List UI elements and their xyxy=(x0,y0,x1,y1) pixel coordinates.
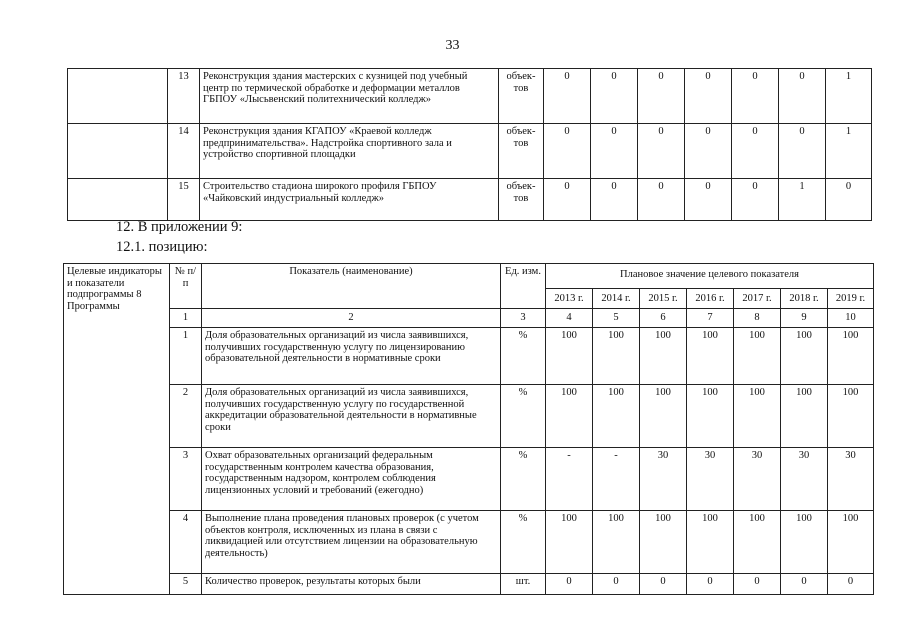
row-value: 100 xyxy=(828,385,874,448)
row-value: 0 xyxy=(544,179,591,221)
row-value: 100 xyxy=(781,385,828,448)
row-value: 0 xyxy=(638,124,685,179)
row-value: 0 xyxy=(779,69,826,124)
table-row xyxy=(68,179,872,221)
row-value: 0 xyxy=(687,574,734,595)
year-header: 2019 г. xyxy=(828,289,874,309)
objects-table xyxy=(67,68,872,221)
row-value: 0 xyxy=(544,69,591,124)
row-number: 5 xyxy=(170,574,202,595)
row-number: 14 xyxy=(168,124,200,179)
column-number: 10 xyxy=(828,309,874,328)
table-row xyxy=(68,69,872,124)
blank-cell xyxy=(68,179,168,221)
row-value: 0 xyxy=(826,179,872,221)
column-number: 1 xyxy=(170,309,202,328)
row-value: 30 xyxy=(734,448,781,511)
table-row xyxy=(64,574,874,595)
row-value: 0 xyxy=(781,574,828,595)
row-number: 1 xyxy=(170,328,202,385)
row-name: Выполнение плана проведения плановых проверок (с учетом объектов контроля, исключенных из плана в связи с ликвидацией или отсутствием лицензии на образовательную деятельность) xyxy=(202,511,501,574)
section-heading: 12. В приложении 9: xyxy=(116,219,243,235)
row-unit: % xyxy=(501,511,546,574)
row-value: 100 xyxy=(734,328,781,385)
year-header: 2017 г. xyxy=(734,289,781,309)
subsection-heading: 12.1. позицию: xyxy=(116,239,208,255)
table-row xyxy=(68,124,872,179)
indicators-table xyxy=(63,263,874,595)
row-value: 100 xyxy=(781,328,828,385)
header-unit: Ед. изм. xyxy=(501,264,546,309)
row-value: 0 xyxy=(638,179,685,221)
row-value: 0 xyxy=(546,574,593,595)
row-name: Строительство стадиона широкого профиля ГБПОУ «Чайковский индустриальный колледж» xyxy=(200,179,499,221)
row-unit: объек-тов xyxy=(499,69,544,124)
row-name: Реконструкция здания мастерских с кузницей под учебный центр по термической обработке и деформации металлов ГБПОУ «Лысьвенский политехнический колледж» xyxy=(200,69,499,124)
row-value: 100 xyxy=(546,328,593,385)
row-value: 100 xyxy=(546,385,593,448)
row-number: 3 xyxy=(170,448,202,511)
header-name: Показатель (наименование) xyxy=(202,264,501,309)
row-value: 0 xyxy=(638,69,685,124)
row-name: Доля образовательных организаций из числа заявившихся, получивших государственную услугу по лицензированию образовательной деятельности в нормативные сроки xyxy=(202,328,501,385)
table-row xyxy=(64,385,874,448)
row-unit: % xyxy=(501,328,546,385)
row-unit: объек-тов xyxy=(499,124,544,179)
row-value: 30 xyxy=(781,448,828,511)
year-header: 2014 г. xyxy=(593,289,640,309)
row-name: Доля образовательных организаций из числа заявившихся, получивших государственную услугу по государственной аккредитации образовательной деятельности в нормативные сроки xyxy=(202,385,501,448)
row-value: 30 xyxy=(640,448,687,511)
row-value: 0 xyxy=(734,574,781,595)
blank-cell xyxy=(68,69,168,124)
row-value: 100 xyxy=(687,328,734,385)
row-value: 30 xyxy=(687,448,734,511)
row-value: 0 xyxy=(732,69,779,124)
row-value: 100 xyxy=(734,385,781,448)
row-value: 0 xyxy=(544,124,591,179)
row-value: 100 xyxy=(593,511,640,574)
row-name: Количество проверок, результаты которых были xyxy=(202,574,501,595)
row-name: Охват образовательных организаций федеральным государственным контролем качества образования, государственным надзором, контролем соблюдения лицензионных условий и требований (ежегодно) xyxy=(202,448,501,511)
row-value: 0 xyxy=(591,124,638,179)
row-value: 0 xyxy=(828,574,874,595)
row-number: 4 xyxy=(170,511,202,574)
row-unit: % xyxy=(501,385,546,448)
row-name: Реконструкция здания КГАПОУ «Краевой колледж предпринимательства». Надстройка спортивного зала и устройство спортивной площадки xyxy=(200,124,499,179)
row-value: 0 xyxy=(685,69,732,124)
column-number: 8 xyxy=(734,309,781,328)
row-value: 100 xyxy=(546,511,593,574)
column-number: 2 xyxy=(202,309,501,328)
row-number: 15 xyxy=(168,179,200,221)
row-value: 1 xyxy=(826,69,872,124)
row-value: 1 xyxy=(826,124,872,179)
year-header: 2016 г. xyxy=(687,289,734,309)
row-value: 100 xyxy=(781,511,828,574)
row-value: 100 xyxy=(593,328,640,385)
row-value: 100 xyxy=(593,385,640,448)
row-value: - xyxy=(546,448,593,511)
row-value: 100 xyxy=(734,511,781,574)
row-value: 100 xyxy=(640,328,687,385)
table-row xyxy=(64,448,874,511)
row-value: 1 xyxy=(779,179,826,221)
table-row xyxy=(64,511,874,574)
header-num: № п/п xyxy=(170,264,202,309)
row-value: 0 xyxy=(591,69,638,124)
indicators-label-cell: Целевые индикаторы и показатели подпрограммы 8 Программы xyxy=(64,264,170,595)
row-value: 100 xyxy=(828,511,874,574)
row-value: 0 xyxy=(732,179,779,221)
row-value: 0 xyxy=(591,179,638,221)
column-number: 6 xyxy=(640,309,687,328)
column-number: 7 xyxy=(687,309,734,328)
row-value: 100 xyxy=(828,328,874,385)
row-value: 0 xyxy=(640,574,687,595)
year-header: 2013 г. xyxy=(546,289,593,309)
column-number: 3 xyxy=(501,309,546,328)
blank-cell xyxy=(68,124,168,179)
table-row xyxy=(64,328,874,385)
column-number: 4 xyxy=(546,309,593,328)
row-value: 100 xyxy=(640,511,687,574)
year-header: 2018 г. xyxy=(781,289,828,309)
row-value: 0 xyxy=(732,124,779,179)
row-number: 13 xyxy=(168,69,200,124)
row-value: 100 xyxy=(687,511,734,574)
row-value: - xyxy=(593,448,640,511)
row-value: 100 xyxy=(687,385,734,448)
row-unit: шт. xyxy=(501,574,546,595)
page-number: 33 xyxy=(445,38,460,53)
header-plan: Плановое значение целевого показателя xyxy=(546,264,874,289)
row-unit: % xyxy=(501,448,546,511)
row-value: 30 xyxy=(828,448,874,511)
row-value: 0 xyxy=(685,179,732,221)
row-value: 100 xyxy=(640,385,687,448)
row-value: 0 xyxy=(779,124,826,179)
row-value: 0 xyxy=(593,574,640,595)
row-number: 2 xyxy=(170,385,202,448)
row-unit: объек-тов xyxy=(499,179,544,221)
column-number: 9 xyxy=(781,309,828,328)
column-number: 5 xyxy=(593,309,640,328)
year-header: 2015 г. xyxy=(640,289,687,309)
row-value: 0 xyxy=(685,124,732,179)
